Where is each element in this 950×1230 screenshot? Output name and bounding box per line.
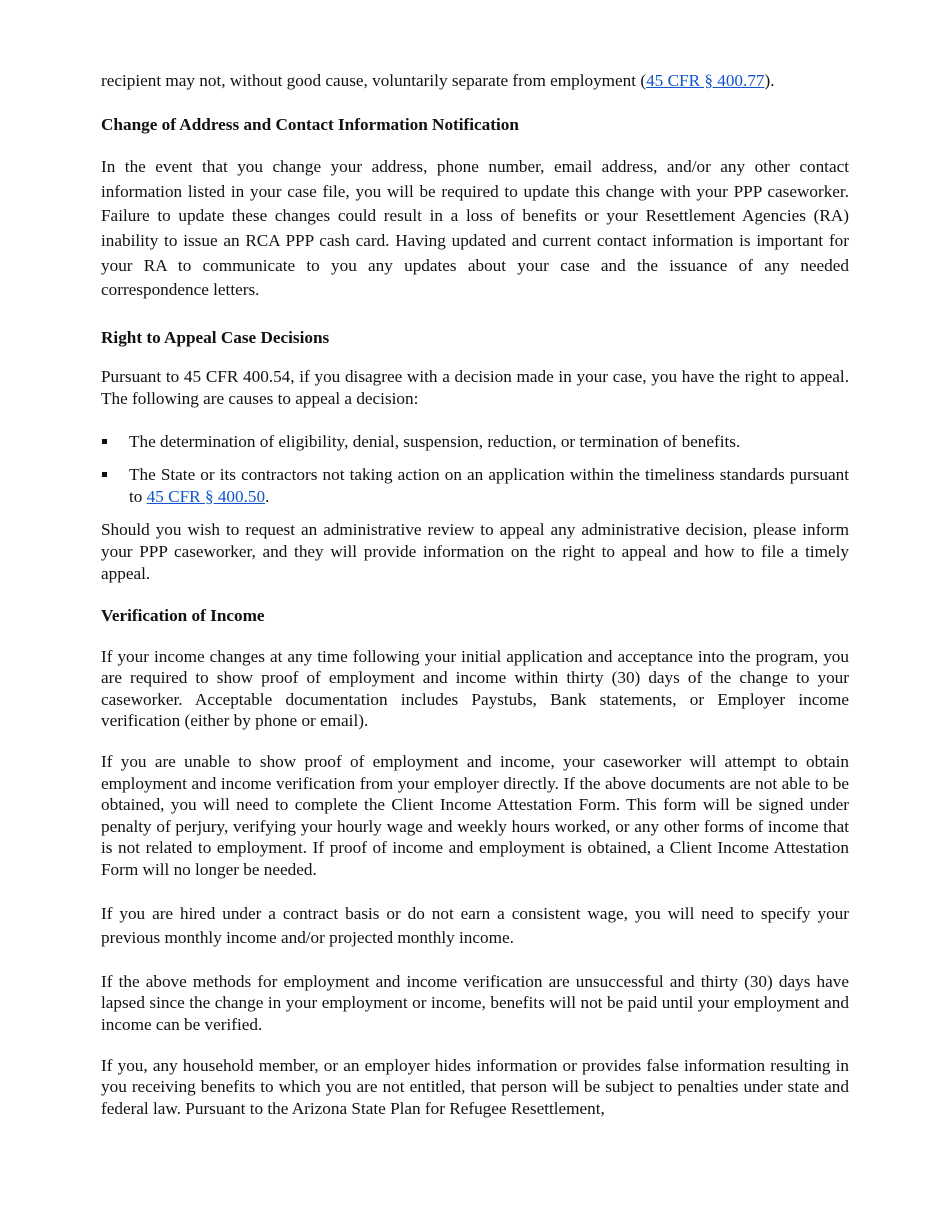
intro-text-after: ). [764, 71, 775, 90]
document-page [101, 70, 849, 1119]
income-paragraph-1: If your income changes at any time following your initial application and acceptance into the program, you are required to show proof of employment and income within thirty (30) days of the change to your caseworker. Acceptable documentation includes Paystubs, Bank statements, or Employer income verification (either by phone or email). [101, 646, 849, 731]
appeal-causes-list [101, 431, 849, 508]
appeal-cause-2-end: . [265, 486, 270, 506]
bullet-icon [102, 439, 107, 444]
change-of-address-paragraph: In the event that you change your address, phone number, email address, and/or any other contact information listed in your case file, you will be required to update this change with your PPP caseworker. Failure to update these changes could result in a loss of benefits or your Resettlement Agencies (RA) inability to issue an RCA PPP cash card. Having updated and current contact information is important for your RA to communicate to you any updates about your case and the issuance of any needed correspondence letters. [101, 157, 849, 300]
appeal-closing-paragraph: Should you wish to request an administrative review to appeal any administrative decision, please inform your PPP caseworker, and they will provide information on the right to appeal and how to file a timely appeal. [101, 520, 849, 583]
intro-text-before: recipient may not, without good cause, voluntarily separate from employment ( [101, 71, 647, 90]
income-paragraph-2: If you are unable to show proof of employment and income, your caseworker will attempt to obtain employment and income verification from your employer directly. If the above documents are not able to be obtained, you will need to complete the Client Income Attestation Form. This form will be signed under penalty of perjury, verifying your hourly wage and weekly hours worked, or any other forms of income that is not related to employment. If proof of income and employment is obtained, a Client Income Attestation Form will no longer be needed. [101, 752, 849, 880]
income-paragraph-4: If the above methods for employment and income verification are unsuccessful and thirty (30) days have lapsed since the change in your employment or income, benefits will not be paid until your employment and income can be verified. [101, 971, 849, 1034]
appeal-cause-2-text: The State or its contractors not taking action on an application within the timeliness standards pursuant to [129, 465, 849, 506]
income-heading: Verification of Income [101, 606, 265, 626]
bullet-icon [102, 472, 107, 477]
appeal-intro-paragraph: Pursuant to 45 CFR 400.54, if you disagree with a decision made in your case, you have the right to appeal. The following are causes to appeal a decision: [101, 367, 849, 408]
appeal-cause-1: The determination of eligibility, denial, suspension, reduction, or termination of benefits. [129, 431, 741, 451]
income-paragraph-3: If you are hired under a contract basis or do not earn a consistent wage, you will need to specify your previous monthly income and/or projected monthly income. [101, 903, 849, 948]
list-item [101, 431, 849, 453]
list-item [101, 464, 849, 507]
cfr-400-77-link[interactable]: 45 CFR § 400.77 [646, 71, 765, 90]
cfr-400-50-link[interactable]: 45 CFR § 400.50 [146, 486, 266, 506]
change-of-address-heading: Change of Address and Contact Information Notification [101, 114, 519, 134]
appeal-heading: Right to Appeal Case Decisions [101, 327, 330, 347]
income-paragraph-5: If you, any household member, or an employer hides information or provides false information resulting in you receiving benefits to which you are not entitled, that person will be subject to penalties under state and federal law. Pursuant to the Arizona State Plan for Refugee Resettlement, [101, 1055, 849, 1118]
intro-paragraph [101, 70, 849, 92]
